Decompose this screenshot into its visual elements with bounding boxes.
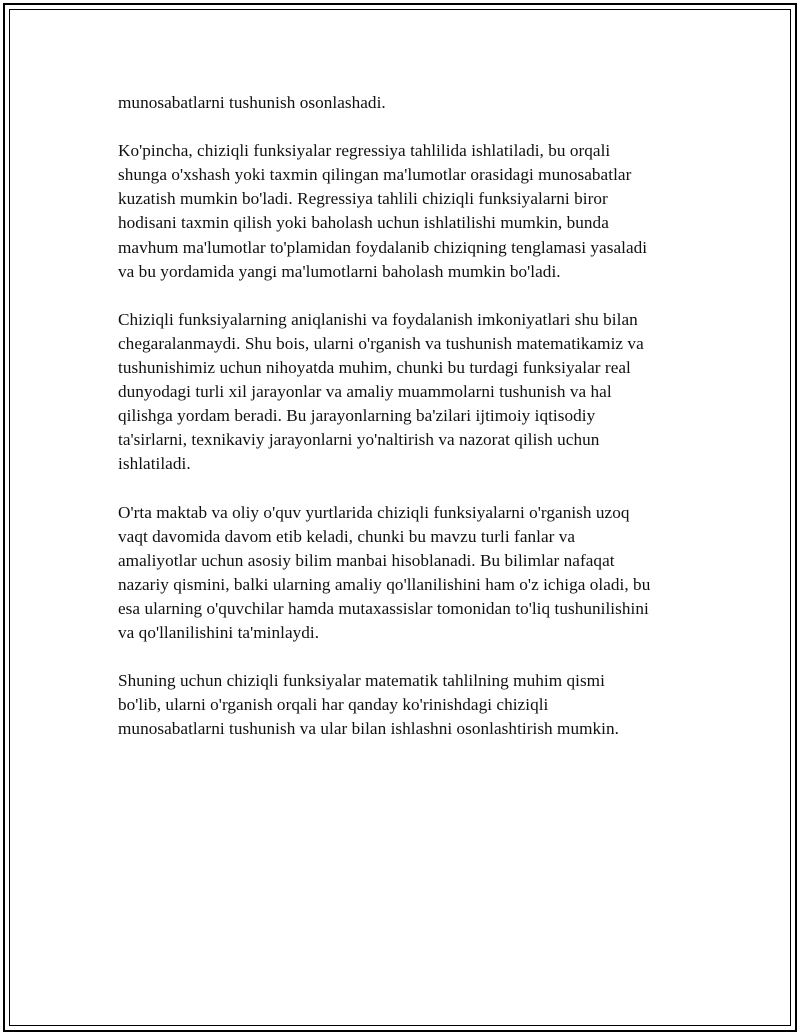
text-line: ta'sirlarni, texnikaviy jarayonlarni yo'naltirish va nazorat qilish uchun: [118, 430, 600, 450]
text-line: Shuning uchun chiziqli funksiyalar matematik tahlilning muhim qismi: [118, 671, 605, 691]
text-line: vaqt davomida davom etib keladi, chunki bu mavzu turli fanlar va: [118, 526, 576, 546]
text-line: nazariy qismini, balki ularning amaliy qo'llanilishini ham o'z ichiga oladi, bu: [118, 574, 651, 594]
text-line: Ko'pincha, chiziqli funksiyalar regressiya tahlilida ishlatiladi, bu orqali: [118, 141, 611, 161]
text-line: chegaralanmaydi. Shu bois, ularni o'rganish va tushunish matematikamiz va: [118, 333, 644, 353]
document-body: [118, 91, 693, 766]
text-line: O'rta maktab va oliy o'quv yurtlarida chiziqli funksiyalarni o'rganish uzoq: [118, 502, 630, 522]
text-line: va qo'llanilishini ta'minlaydi.: [118, 623, 320, 643]
text-line: qilishga yordam beradi. Bu jarayonlarning ba'zilari ijtimoiy iqtisodiy: [118, 406, 596, 426]
paragraph-3: [118, 308, 693, 477]
text-line: amaliyotlar uchun asosiy bilim manbai hisoblanadi. Bu bilimlar nafaqat: [118, 550, 615, 570]
paragraph-4: [118, 501, 693, 646]
text-line: bo'lib, ularni o'rganish orqali har qanday ko'rinishdagi chiziqli: [118, 695, 549, 715]
text-line: hodisani taxmin qilish yoki baholash uchun ishlatilishi mumkin, bunda: [118, 213, 609, 233]
text-line: esa ularning o'quvchilar hamda mutaxassislar tomonidan to'liq tushunilishini: [118, 598, 649, 618]
text-line: dunyodagi turli xil jarayonlar va amaliy muammolarni tushunish va hal: [118, 382, 612, 402]
text-line: munosabatlarni tushunish osonlashadi.: [118, 93, 386, 112]
text-line: shunga o'xshash yoki taxmin qilingan ma'lumotlar orasidagi munosabatlar: [118, 165, 632, 185]
text-line: tushunishimiz uchun nihoyatda muhim, chunki bu turdagi funksiyalar real: [118, 358, 631, 378]
text-line: ishlatiladi.: [118, 454, 191, 474]
text-line: mavhum ma'lumotlar to'plamidan foydalanib chiziqning tenglamasi yasaladi: [118, 237, 648, 257]
text-line: Chiziqli funksiyalarning aniqlanishi va foydalanish imkoniyatlari shu bilan: [118, 309, 638, 329]
text-line: munosabatlarni tushunish va ular bilan ishlashni osonlashtirish mumkin.: [118, 719, 619, 739]
paragraph-5: [118, 669, 693, 741]
paragraph-1: [118, 91, 693, 115]
text-line: kuzatish mumkin bo'ladi. Regressiya tahlili chiziqli funksiyalarni biror: [118, 189, 608, 209]
text-line: va bu yordamida yangi ma'lumotlarni baholash mumkin bo'ladi.: [118, 261, 561, 281]
paragraph-2: [118, 139, 693, 284]
